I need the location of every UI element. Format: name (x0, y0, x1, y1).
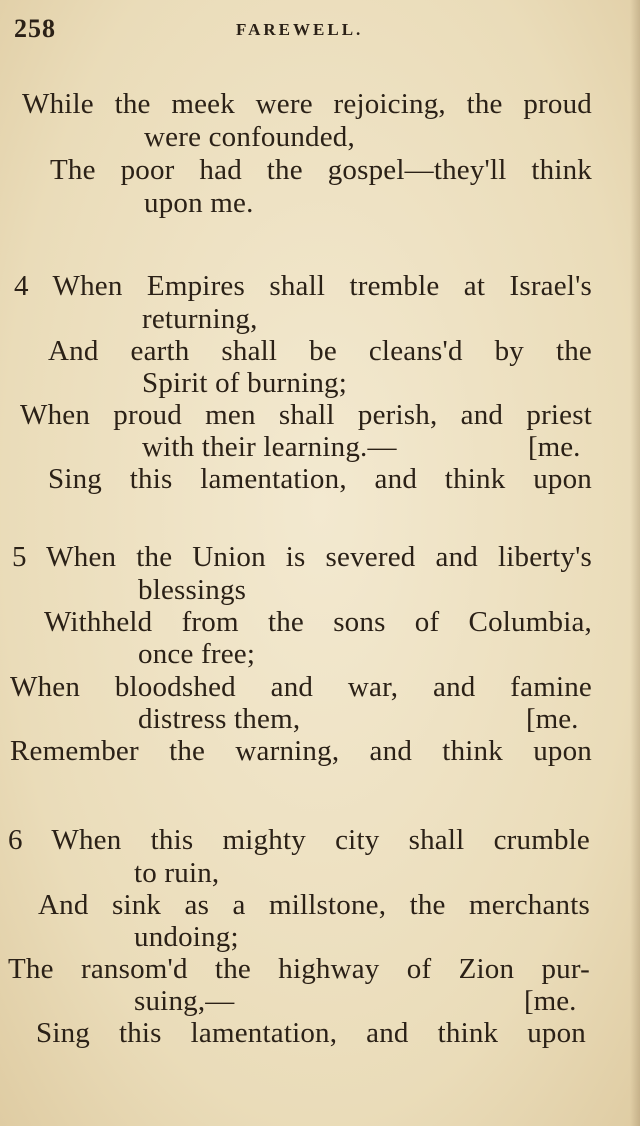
verse-line: Sing this lamentation, and think upon (36, 1017, 586, 1049)
verse-line: upon me. (144, 187, 254, 219)
verse-line: to ruin, (134, 857, 220, 889)
verse-line: blessings (138, 574, 247, 606)
verse-line: And earth shall be cleans'd by the (48, 335, 592, 367)
verse-line: Spirit of burning; (142, 367, 347, 399)
verse-line: The poor had the gospel—they'll think (50, 154, 592, 186)
verse-line: 5 When the Union is severed and liberty's (12, 541, 592, 573)
verse-line: once free; (138, 638, 256, 670)
running-head: FAREWELL. (236, 20, 364, 39)
verse-line: distress them, (138, 703, 301, 735)
verse-line: 6 When this mighty city shall crumble (8, 824, 590, 856)
verse-line: Withheld from the sons of Columbia, (44, 606, 592, 638)
verse-line: with their learning.— (142, 431, 397, 463)
page-edge-shadow (630, 0, 640, 1126)
verse-line: When bloodshed and war, and famine (10, 671, 592, 703)
turnover-bracket: [me. (524, 985, 577, 1017)
page-header (0, 0, 640, 60)
verse-line: returning, (142, 303, 258, 335)
verse-line: When proud men shall perish, and priest (20, 399, 592, 431)
verse-line: were confounded, (144, 121, 355, 153)
verse-line: undoing; (134, 921, 239, 953)
turnover-bracket: [me. (528, 431, 581, 463)
page-number: 258 (14, 14, 56, 43)
verse-line: 4 When Empires shall tremble at Israel's (14, 270, 592, 302)
verse-line: Sing this lamentation, and think upon (48, 463, 592, 495)
verse-line: suing,— (134, 985, 235, 1017)
turnover-bracket: [me. (526, 703, 579, 735)
verse-line: And sink as a millstone, the merchants (38, 889, 590, 921)
verse-line: Remember the warning, and think upon (10, 735, 592, 767)
verse-line: The ransom'd the highway of Zion pur- (8, 953, 590, 985)
verse-line: While the meek were rejoicing, the proud (22, 88, 592, 120)
